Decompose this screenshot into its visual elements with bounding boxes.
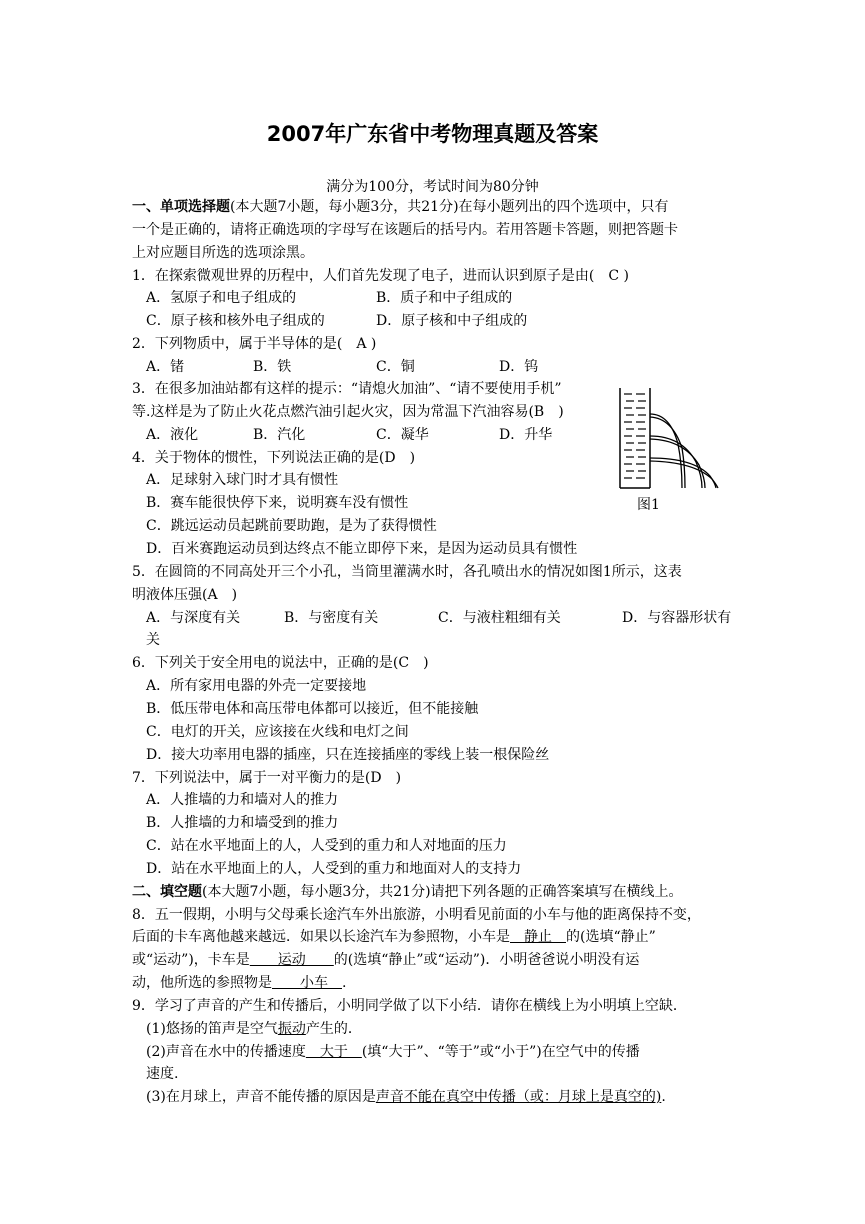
q8-answer-3: 小车 [272, 975, 342, 991]
q4-option-a: A．足球射入球门时才具有惯性 [146, 472, 339, 488]
q5-option-c: C．与液柱粗细有关 [438, 610, 561, 626]
q1-stem: 1．在探索微观世界的历程中，人们首先发现了电子，进而认识到原子是由( C ) [132, 268, 629, 284]
q8-line4: 动，他所选的参照物是 小车 . [132, 975, 347, 991]
q7-option-b: B．人推墙的力和墙受到的推力 [146, 815, 339, 831]
q3-option-b: B．汽化 [253, 427, 306, 443]
q4-option-d: D．百米赛跑运动员到达终点不能立即停下来，是因为运动员具有惯性 [146, 541, 578, 557]
q7-option-a: A．人推墙的力和墙对人的推力 [146, 792, 339, 808]
section2-intro: 二、填空题(本大题7小题，每小题3分，共21分)请把下列各题的正确答案填写在横线上。 [132, 884, 683, 900]
q3-stem-line2: 等.这样是为了防止火花点燃汽油引起火灾，因为常温下汽油容易(B ) [132, 404, 564, 420]
q2-option-a: A．锗 [146, 359, 185, 375]
q6-option-b: B．低压带电体和高压带电体都可以接近，但不能接触 [146, 701, 479, 717]
q3-option-c: C．凝华 [376, 427, 429, 443]
q6-option-a: A．所有家用电器的外壳一定要接地 [146, 678, 367, 694]
q5-option-a: A．与深度有关 [146, 610, 241, 626]
q4-option-b: B．赛车能很快停下来，说明赛车没有惯性 [146, 495, 409, 511]
q5-option-d: D．与容器形状有 [622, 610, 732, 626]
q8-line2: 后面的卡车离他越来越远．如果以长途汽车为参照物，小车是 静止 的(选填“静止” [132, 929, 656, 945]
q5-option-b: B．与密度有关 [284, 610, 379, 626]
q7-option-c: C．站在水平地面上的人，人受到的重力和人对地面的压力 [146, 838, 507, 854]
q5-stem-line2: 明液体压强(A ) [132, 587, 238, 603]
q8-line3: 或“运动”)，卡车是 运动 的(选填“静止”或“运动”)．小明爸爸说小明没有运 [132, 952, 640, 968]
q1-option-a: A．氢原子和电子组成的 [146, 290, 297, 306]
section1-intro-line2: 一个是正确的，请将正确选项的字母写在该题后的括号内。若用答题卡答题，则把答题卡 [132, 222, 678, 238]
q8-line1: 8．五一假期，小明与父母乘长途汽车外出旅游，小明看见前面的小车与他的距离保持不变， [132, 907, 701, 923]
q9-part3: (3)在月球上，声音不能传播的原因是声音不能在真空中传播（或：月球上是真空的). [146, 1089, 666, 1105]
q2-stem: 2．下列物质中，属于半导体的是( A ) [132, 336, 377, 352]
q5-option-d-wrap: 关 [146, 632, 160, 648]
q6-stem: 6．下列关于安全用电的说法中，正确的是(C ) [132, 655, 429, 671]
q4-stem: 4．关于物体的惯性，下列说法正确的是(D ) [132, 450, 416, 466]
q7-stem: 7．下列说法中，属于一对平衡力的是(D ) [132, 770, 402, 786]
q2-option-c: C．铜 [376, 359, 415, 375]
section1-intro-line3: 上对应题目所选的选项涂黑。 [132, 245, 314, 261]
q3-option-d: D．升华 [499, 427, 553, 443]
q1-option-d: D．原子核和中子组成的 [376, 313, 528, 329]
q7-option-d: D．站在水平地面上的人，人受到的重力和地面对人的支持力 [146, 861, 522, 877]
q8-answer-1: 静止 [510, 929, 566, 945]
q9-answer-2: 大于 [305, 1044, 362, 1060]
q2-option-b: B．铁 [253, 359, 292, 375]
q9-answer-1: 振动 [277, 1021, 306, 1037]
q9-part1: (1)悠扬的笛声是空气振动产生的． [146, 1021, 362, 1037]
section1-heading: 一、单项选择题 [132, 199, 230, 215]
q8-answer-2: 运动 [249, 952, 334, 968]
q9-stem: 9．学习了声音的产生和传播后，小明同学做了以下小结．请你在横线上为小明填上空缺． [132, 998, 687, 1014]
q1-option-c: C．原子核和核外电子组成的 [146, 313, 325, 329]
q5-stem-line1: 5．在圆筒的不同高处开三个小孔，当筒里灌满水时，各孔喷出水的情况如图1所示，这表 [132, 564, 682, 580]
q2-option-d: D．钨 [499, 359, 539, 375]
q1-option-b: B．质子和中子组成的 [376, 290, 513, 306]
figure1-water-cylinder [612, 384, 722, 494]
section2-heading: 二、填空题 [132, 884, 202, 900]
q6-option-c: C．电灯的开关，应该接在火线和电灯之间 [146, 724, 409, 740]
q3-option-a: A．液化 [146, 427, 199, 443]
q9-answer-3: 声音不能在真空中传播（或：月球上是真空的) [375, 1089, 662, 1105]
q9-part2: (2)声音在水中的传播速度 大于 (填“大于”、“等于”或“小于”)在空气中的传播 [146, 1044, 640, 1060]
document-title: 2007年广东省中考物理真题及答案 [266, 122, 599, 146]
q6-option-d: D．接大功率用电器的插座，只在连接插座的零线上装一根保险丝 [146, 747, 550, 763]
q9-part2-wrap: 速度. [146, 1066, 179, 1082]
q3-stem-line1: 3．在很多加油站都有这样的提示：“请熄火加油”、“请不要使用手机” [132, 381, 562, 397]
section1-intro-line1: 一、单项选择题(本大题7小题，每小题3分，共21分)在每小题列出的四个选项中，只有 [132, 199, 669, 215]
q4-option-c: C．跳远运动员起跳前要助跑，是为了获得惯性 [146, 518, 437, 534]
exam-info: 满分为100分，考试时间为80分钟 [326, 179, 539, 195]
figure1-caption: 图1 [637, 497, 660, 513]
